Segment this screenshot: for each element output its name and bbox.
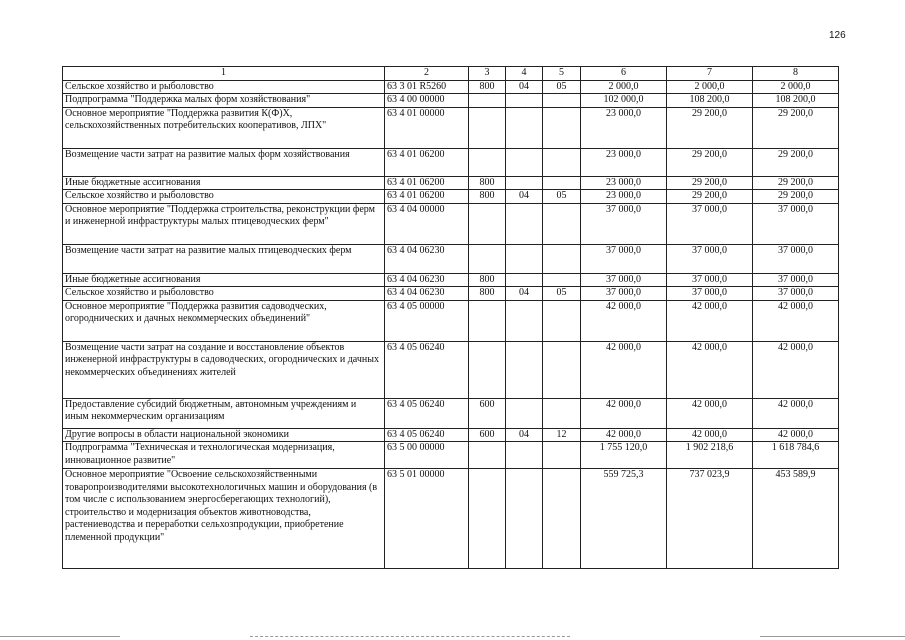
row-pr — [543, 341, 581, 398]
row-name: Возмещение части затрат на создание и восстановление объектов инженерной инфраструктуры в садоводческих, огороднических и дачных некоммерческих объединениях жителей — [63, 341, 385, 398]
row-value-year-3: 37 000,0 — [753, 244, 839, 273]
row-value-year-3: 37 000,0 — [753, 287, 839, 301]
scan-edge-line — [0, 636, 120, 637]
table-row — [63, 107, 839, 148]
table-row — [63, 203, 839, 244]
table-row — [63, 190, 839, 204]
row-value-year-2: 29 200,0 — [667, 148, 753, 176]
row-vr: 800 — [469, 190, 506, 204]
row-name: Основное мероприятие "Поддержка развития К(Ф)Х, сельскохозяйственных потребительских кооперативов, ЛПХ" — [63, 107, 385, 148]
row-vr: 800 — [469, 273, 506, 287]
row-value-year-1: 23 000,0 — [581, 190, 667, 204]
row-pr: 05 — [543, 287, 581, 301]
row-code: 63 4 05 06240 — [385, 428, 469, 442]
row-value-year-2: 29 200,0 — [667, 176, 753, 190]
row-value-year-2: 42 000,0 — [667, 341, 753, 398]
row-value-year-3: 29 200,0 — [753, 107, 839, 148]
row-value-year-2: 2 000,0 — [667, 80, 753, 94]
row-value-year-1: 37 000,0 — [581, 287, 667, 301]
row-code: 63 4 04 00000 — [385, 203, 469, 244]
table-row — [63, 176, 839, 190]
row-value-year-1: 42 000,0 — [581, 398, 667, 428]
row-code: 63 4 01 00000 — [385, 107, 469, 148]
row-value-year-3: 29 200,0 — [753, 190, 839, 204]
table-row — [63, 442, 839, 469]
row-rz — [506, 107, 543, 148]
row-pr: 05 — [543, 80, 581, 94]
row-code: 63 4 01 06200 — [385, 190, 469, 204]
row-value-year-3: 2 000,0 — [753, 80, 839, 94]
row-value-year-2: 42 000,0 — [667, 300, 753, 341]
row-rz — [506, 203, 543, 244]
row-code: 63 4 01 06200 — [385, 148, 469, 176]
row-vr: 800 — [469, 176, 506, 190]
row-value-year-1: 37 000,0 — [581, 203, 667, 244]
row-value-year-3: 42 000,0 — [753, 428, 839, 442]
row-value-year-1: 559 725,3 — [581, 469, 667, 569]
row-vr: 600 — [469, 398, 506, 428]
row-rz — [506, 300, 543, 341]
row-vr — [469, 300, 506, 341]
row-code: 63 4 04 06230 — [385, 244, 469, 273]
row-pr — [543, 442, 581, 469]
row-value-year-1: 102 000,0 — [581, 94, 667, 108]
row-rz — [506, 442, 543, 469]
row-rz — [506, 273, 543, 287]
row-pr: 12 — [543, 428, 581, 442]
row-vr — [469, 244, 506, 273]
column-header-year-1: 6 — [581, 67, 667, 81]
row-vr — [469, 94, 506, 108]
row-pr: 05 — [543, 190, 581, 204]
row-value-year-1: 23 000,0 — [581, 107, 667, 148]
row-pr — [543, 398, 581, 428]
row-value-year-2: 37 000,0 — [667, 287, 753, 301]
row-pr — [543, 244, 581, 273]
row-vr: 800 — [469, 80, 506, 94]
row-code: 63 3 01 R5260 — [385, 80, 469, 94]
table-row — [63, 273, 839, 287]
row-value-year-1: 23 000,0 — [581, 176, 667, 190]
table-row — [63, 300, 839, 341]
row-rz — [506, 469, 543, 569]
column-header-vr: 3 — [469, 67, 506, 81]
row-value-year-3: 29 200,0 — [753, 148, 839, 176]
row-name: Сельское хозяйство и рыболовство — [63, 190, 385, 204]
row-rz: 04 — [506, 190, 543, 204]
row-pr — [543, 148, 581, 176]
row-code: 63 4 04 06230 — [385, 273, 469, 287]
row-name: Возмещение части затрат на развитие малых форм хозяйствования — [63, 148, 385, 176]
budget-table — [62, 66, 839, 569]
row-name: Подпрограмма "Поддержка малых форм хозяйствования" — [63, 94, 385, 108]
row-rz — [506, 398, 543, 428]
table-row — [63, 287, 839, 301]
row-rz: 04 — [506, 428, 543, 442]
row-value-year-2: 37 000,0 — [667, 273, 753, 287]
row-code: 63 4 01 06200 — [385, 176, 469, 190]
table-row — [63, 244, 839, 273]
table-header-row — [63, 67, 839, 81]
column-header-name: 1 — [63, 67, 385, 81]
row-value-year-2: 29 200,0 — [667, 190, 753, 204]
row-value-year-2: 1 902 218,6 — [667, 442, 753, 469]
row-name: Основное мероприятие "Поддержка строительства, реконструкции ферм и инженерной инфраструктуры малых птицеводческих ферм" — [63, 203, 385, 244]
row-pr — [543, 300, 581, 341]
page-number: 126 — [829, 30, 846, 41]
row-name: Сельское хозяйство и рыболовство — [63, 80, 385, 94]
scan-edge-line — [250, 636, 570, 637]
row-value-year-1: 37 000,0 — [581, 273, 667, 287]
row-name: Иные бюджетные ассигнования — [63, 176, 385, 190]
table-row — [63, 398, 839, 428]
row-value-year-3: 37 000,0 — [753, 203, 839, 244]
row-vr: 800 — [469, 287, 506, 301]
row-name: Другие вопросы в области национальной экономики — [63, 428, 385, 442]
row-name: Подпрограмма "Техническая и технологическая модернизация, инновационное развитие" — [63, 442, 385, 469]
row-vr — [469, 469, 506, 569]
row-vr — [469, 442, 506, 469]
column-header-year-3: 8 — [753, 67, 839, 81]
row-name: Возмещение части затрат на развитие малых птицеводческих ферм — [63, 244, 385, 273]
row-value-year-3: 42 000,0 — [753, 341, 839, 398]
row-value-year-2: 37 000,0 — [667, 244, 753, 273]
row-value-year-2: 42 000,0 — [667, 428, 753, 442]
row-code: 63 4 04 06230 — [385, 287, 469, 301]
row-value-year-3: 42 000,0 — [753, 398, 839, 428]
row-code: 63 4 05 06240 — [385, 398, 469, 428]
row-pr — [543, 469, 581, 569]
row-vr — [469, 203, 506, 244]
row-value-year-3: 37 000,0 — [753, 273, 839, 287]
table-row — [63, 148, 839, 176]
row-rz — [506, 341, 543, 398]
row-value-year-2: 29 200,0 — [667, 107, 753, 148]
row-value-year-1: 1 755 120,0 — [581, 442, 667, 469]
table-row — [63, 469, 839, 569]
row-value-year-1: 2 000,0 — [581, 80, 667, 94]
table-row — [63, 80, 839, 94]
row-value-year-2: 737 023,9 — [667, 469, 753, 569]
row-value-year-1: 42 000,0 — [581, 428, 667, 442]
row-vr — [469, 107, 506, 148]
row-pr — [543, 176, 581, 190]
table-row — [63, 341, 839, 398]
column-header-year-2: 7 — [667, 67, 753, 81]
row-value-year-2: 108 200,0 — [667, 94, 753, 108]
row-name: Основное мероприятие "Поддержка развития садоводческих, огороднических и дачных некоммерческих объединений" — [63, 300, 385, 341]
row-rz — [506, 176, 543, 190]
row-vr — [469, 148, 506, 176]
row-code: 63 4 05 06240 — [385, 341, 469, 398]
row-vr — [469, 341, 506, 398]
row-name: Иные бюджетные ассигнования — [63, 273, 385, 287]
row-rz — [506, 94, 543, 108]
row-value-year-1: 42 000,0 — [581, 300, 667, 341]
row-code: 63 4 00 00000 — [385, 94, 469, 108]
row-value-year-2: 42 000,0 — [667, 398, 753, 428]
column-header-rz: 4 — [506, 67, 543, 81]
row-rz — [506, 244, 543, 273]
table-row — [63, 94, 839, 108]
row-vr: 600 — [469, 428, 506, 442]
row-pr — [543, 203, 581, 244]
table-row — [63, 428, 839, 442]
scan-edge-line — [760, 636, 905, 637]
row-rz — [506, 148, 543, 176]
row-code: 63 4 05 00000 — [385, 300, 469, 341]
row-value-year-3: 1 618 784,6 — [753, 442, 839, 469]
row-value-year-3: 108 200,0 — [753, 94, 839, 108]
row-name: Предоставление субсидий бюджетным, автономным учреждениям и иным некоммерческим организациям — [63, 398, 385, 428]
row-rz: 04 — [506, 287, 543, 301]
column-header-code: 2 — [385, 67, 469, 81]
row-value-year-1: 23 000,0 — [581, 148, 667, 176]
row-pr — [543, 107, 581, 148]
row-value-year-3: 29 200,0 — [753, 176, 839, 190]
row-code: 63 5 00 00000 — [385, 442, 469, 469]
row-value-year-3: 453 589,9 — [753, 469, 839, 569]
row-value-year-1: 37 000,0 — [581, 244, 667, 273]
row-rz: 04 — [506, 80, 543, 94]
row-name: Основное мероприятие "Освоение сельскохозяйственными товаропроизводителями высокотехнологичных машин и оборудования (в том числе с использованием энергосберегающих технологий), строительство и модернизация объектов животноводства, растениеводства и переработки сельхозпродукции, приобретение племенной продукции" — [63, 469, 385, 569]
row-code: 63 5 01 00000 — [385, 469, 469, 569]
column-header-pr: 5 — [543, 67, 581, 81]
row-pr — [543, 273, 581, 287]
row-pr — [543, 94, 581, 108]
row-value-year-2: 37 000,0 — [667, 203, 753, 244]
row-name: Сельское хозяйство и рыболовство — [63, 287, 385, 301]
row-value-year-1: 42 000,0 — [581, 341, 667, 398]
row-value-year-3: 42 000,0 — [753, 300, 839, 341]
